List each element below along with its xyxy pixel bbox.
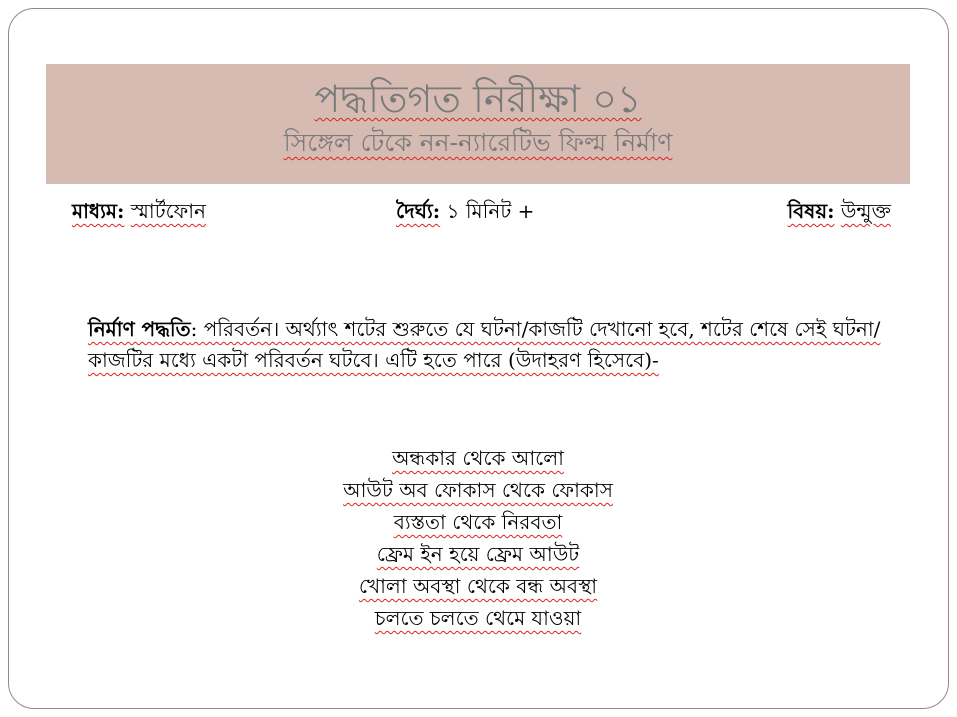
length-label: দৈর্ঘ্য:	[396, 199, 441, 223]
method-paragraph	[88, 314, 888, 376]
list-item: ব্যস্ততা থেকে নিরবতা	[393, 510, 563, 534]
method-label: নির্মাণ পদ্ধতি	[88, 317, 191, 341]
list-item: আউট অব ফোকাস থেকে ফোকাস	[343, 478, 613, 502]
medium-value: স্মার্টফোন	[130, 199, 206, 223]
list-item: খোলা অবস্থা থেকে বন্ধ অবস্থা	[358, 574, 598, 598]
list-item: ফ্রেম ইন হয়ে ফ্রেম আউট	[376, 542, 580, 566]
list-item: চলতে চলতে থেমে যাওয়া	[374, 606, 582, 630]
meta-length	[396, 196, 534, 226]
list-item: অন্ধকার থেকে আলো	[392, 446, 564, 470]
title-banner	[46, 64, 910, 184]
examples-list	[46, 442, 910, 634]
topic-label: বিষয়:	[787, 199, 835, 223]
slide-title: পদ্ধতিগত নিরীক্ষা ০১	[314, 77, 642, 121]
medium-label: মাধ্যম:	[72, 199, 125, 223]
meta-topic	[787, 196, 891, 226]
length-value: ১ মিনিট +	[446, 199, 535, 223]
meta-medium	[72, 196, 206, 226]
topic-value: উন্মুক্ত	[840, 199, 891, 223]
slide-subtitle: সিঙ্গেল টেকে নন-ন্যারেটিভ ফিল্ম নির্মাণ	[283, 128, 673, 157]
method-text: : পরিবর্তন। অর্থ্যাৎ শটের শুরুতে যে ঘটনা/কাজটি দেখানো হবে, শটের শেষে সেই ঘটনা/কাজটির মধ্যে একটা পরিবর্তন ঘটবে। এটি হতে পারে (উদাহরণ হিসেবে)-	[88, 317, 881, 372]
